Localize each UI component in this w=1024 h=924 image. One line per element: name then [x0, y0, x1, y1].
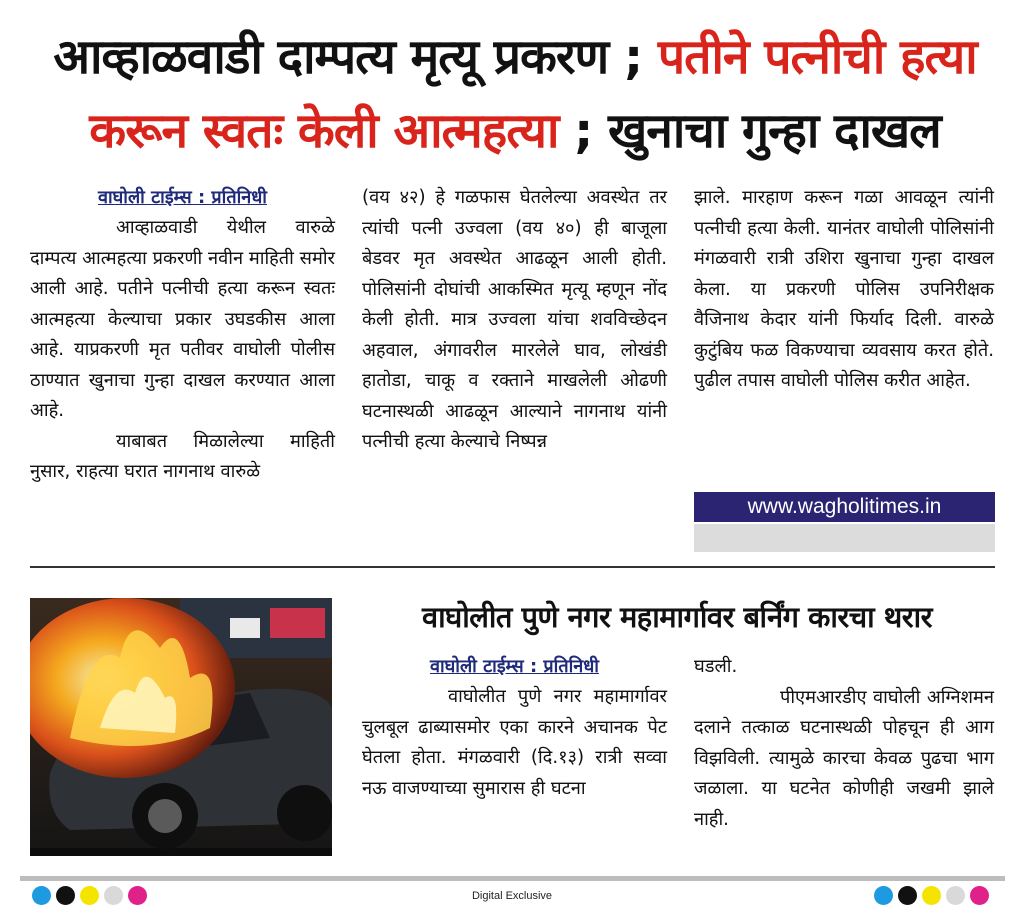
article1-column-1: [30, 183, 335, 488]
registration-dot: [898, 886, 917, 905]
registration-dot: [32, 886, 51, 905]
paragraph: (वय ४२) हे गळफास घेतलेल्या अवस्थेत तर त्यांची पत्नी उज्वला (वय ४०) ही बाजूला बेडवर मृत अवस्थेत आढळून आली होती. पोलिसांनी दोघांची आकस्मित मृत्यू म्हणून नोंद केली होती. मात्र उज्वला यांचा शवविच्छेदन अहवाल, अंगावरील मारलेले घाव, लोखंडी हातोडा, चाकू व रक्ताने माखलेली ओढणी घटनास्थळी आढळून आल्याने नागनाथ यांनी पत्नीची हत्या केल्याचे निष्पन्न: [362, 187, 667, 452]
registration-dot: [874, 886, 893, 905]
footer-label: Digital Exclusive: [471, 890, 553, 902]
headline-black-part: ; खुनाचा गुन्हा दाखल: [574, 103, 941, 159]
headline-red-part: करून स्वतः केली आत्महत्या: [89, 103, 559, 159]
paragraph: वाघोलीत पुणे नगर महामार्गावर चुलबूल ढाब्यासमोर एका कारने अचानक पेट घेतला होता. मंगळवारी (दि.१३) रात्री सव्वा नऊ वाजण्याच्या सुमारास ही घटना: [362, 686, 667, 799]
registration-dot: [104, 886, 123, 905]
burning-car-icon: [30, 598, 332, 856]
registration-dot: [946, 886, 965, 905]
color-registration-dots-right: [874, 886, 989, 905]
registration-dot: [970, 886, 989, 905]
paragraph: याबाबत मिळालेल्या माहिती नुसार, राहत्या घरात नागनाथ वारुळे: [30, 430, 335, 482]
paragraph: झाले. मारहाण करून गळा आवळून त्यांनी पत्नीची हत्या केली. यानंतर वाघोली पोलिसांनी मंगळवारी रात्री उशिरा खुनाचा गुन्हा दाखल केला. या प्रकरणी पोलिस उपनिरीक्षक वैजिनाथ केदार यांनी फिर्याद दिली. वारुळे कुटुंबिय फळ विकण्याचा व्यवसाय करत होते. पुढील तपास वाघोली पोलिस करीत आहेत.: [694, 187, 994, 391]
article2-column-1: [362, 652, 667, 804]
headline-black-part: आव्हाळवाडी दाम्पत्य मृत्यू प्रकरण ;: [53, 29, 643, 85]
paragraph: आव्हाळवाडी येथील वारुळे दाम्पत्य आत्महत्या प्रकरणी नवीन माहिती समोर आली आहे. पतीने पत्नीची हत्या करून स्वतः आत्महत्या केल्याचा प्रकार उघडकीस आला आहे. याप्रकरणी मृत पतीवर वाघोली पोलीस ठाण्यात खुनाचा गुन्हा दाखल करण्यात आला आहे.: [30, 217, 335, 421]
headline-red-part: पतीने पत्नीची हत्या: [657, 29, 977, 85]
article2-column-2: [694, 652, 994, 835]
burning-car-photo: [30, 598, 332, 856]
grey-strip: [694, 524, 995, 552]
article2-headline: वाघोलीत पुणे नगर महामार्गावर बर्निंग कारचा थरार: [421, 600, 933, 634]
article1-column-2: [362, 183, 667, 458]
footer-bar: [20, 876, 1005, 881]
article1-headline-line2: [20, 98, 1010, 164]
registration-dot: [80, 886, 99, 905]
paragraph: घडली.: [694, 656, 738, 677]
byline: वाघोली टाईम्स : प्रतिनिधी: [98, 187, 267, 208]
byline: वाघोली टाईम्स : प्रतिनिधी: [430, 656, 599, 677]
paragraph: पीएमआरडीए वाघोली अग्निशमन दलाने तत्काळ घटनास्थळी पोहचून ही आग विझविली. त्यामुळे कारचा केवळ पुढचा भाग जळाला. या घटनेत कोणीही जखमी झाले नाही.: [694, 686, 994, 830]
section-divider: [30, 566, 995, 568]
article1-headline-line1: [20, 24, 1010, 90]
color-registration-dots-left: [32, 886, 147, 905]
registration-dot: [128, 886, 147, 905]
website-link[interactable]: www.wagholitimes.in: [694, 492, 995, 522]
registration-dot: [922, 886, 941, 905]
article1-column-3: [694, 183, 994, 397]
registration-dot: [56, 886, 75, 905]
